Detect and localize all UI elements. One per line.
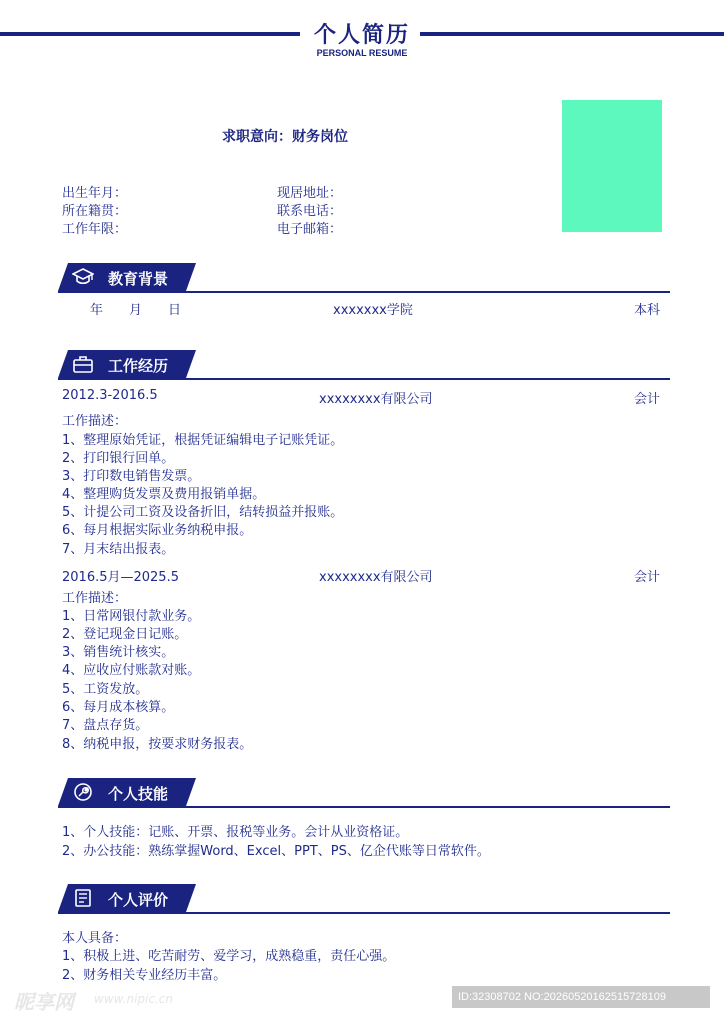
section-divider: [58, 378, 670, 380]
job-company: xxxxxxxx有限公司: [319, 392, 433, 407]
info-phone: 联系电话：: [277, 204, 343, 219]
info-birth: 出生年月：: [62, 186, 128, 201]
job-duty: 3、销售统计核实。: [62, 645, 175, 660]
job-period: 2012.3-2016.5: [62, 388, 158, 403]
skill-item: 1、个人技能：记账、开票、报税等业务。会计从业资格证。: [62, 825, 409, 840]
page-title: 个人简历: [313, 23, 410, 48]
job-duty: 7、月末结出报表。: [62, 542, 175, 557]
briefcase-icon: [72, 355, 94, 373]
job-company: xxxxxxxx有限公司: [319, 570, 433, 585]
watermark-id: ID:32308702 NO:20260520162515728109: [452, 986, 710, 1008]
job-duty: 1、日常网银付款业务。: [62, 609, 201, 624]
wrench-icon: [72, 783, 94, 801]
evaluation-label: 本人具备：: [62, 931, 128, 946]
section-title: 教育背景: [108, 270, 169, 288]
section-skills-header: [58, 778, 670, 808]
job-duty: 2、登记现金日记账。: [62, 627, 188, 642]
education-school: xxxxxxx学院: [333, 303, 413, 318]
education-degree: 本科: [634, 303, 661, 318]
job-period: 2016.5月—2025.5: [62, 570, 179, 585]
job-role: 会计: [634, 570, 661, 585]
document-icon: [72, 889, 94, 907]
section-education-header: [58, 263, 670, 293]
job-duty: 6、每月成本核算。: [62, 700, 175, 715]
section-title: 个人评价: [108, 891, 169, 909]
evaluation-item: 1、积极上进、吃苦耐劳、爱学习，成熟稳重，责任心强。: [62, 949, 396, 964]
watermark-logo: 昵享网: [14, 990, 74, 1014]
graduation-cap-icon: [72, 268, 94, 286]
job-duty: 6、每月根据实际业务纳税申报。: [62, 523, 253, 538]
info-address: 现居地址：: [277, 186, 343, 201]
section-evaluation-header: [58, 884, 670, 914]
section-divider: [58, 912, 670, 914]
skill-item: 2、办公技能：熟练掌握Word、Excel、PPT、PS、亿企代账等日常软件。: [62, 844, 490, 859]
job-duty: 5、计提公司工资及设备折旧，结转损益并报账。: [62, 505, 344, 520]
info-years: 工作年限：: [62, 222, 128, 237]
education-date: 年 月 日: [90, 303, 182, 318]
section-work-header: [58, 350, 670, 380]
section-title: 个人技能: [108, 785, 169, 803]
job-objective: 求职意向：财务岗位: [222, 129, 348, 145]
section-divider: [58, 291, 670, 293]
job-duty: 4、应收应付账款对账。: [62, 663, 201, 678]
info-email: 电子邮箱：: [277, 222, 343, 237]
job-role: 会计: [634, 392, 661, 407]
photo-placeholder: [562, 100, 662, 232]
job-duty: 3、打印数电销售发票。: [62, 469, 201, 484]
evaluation-item: 2、财务相关专业经历丰富。: [62, 968, 227, 983]
job-duty: 4、整理购货发票及费用报销单据。: [62, 487, 266, 502]
job-duty: 5、工资发放。: [62, 682, 149, 697]
info-hometown: 所在籍贯：: [62, 204, 128, 219]
page-subtitle: PERSONAL RESUME: [316, 48, 408, 58]
job-duty: 2、打印银行回单。: [62, 451, 175, 466]
watermark-url: www.nipic.cn: [94, 992, 173, 1006]
job-duty: 7、盘点存货。: [62, 718, 149, 733]
job-duty: 8、纳税申报，按要求财务报表。: [62, 737, 253, 752]
job-duty: 1、整理原始凭证，根据凭证编辑电子记账凭证。: [62, 433, 344, 448]
job-desc-label: 工作描述：: [62, 591, 128, 606]
section-divider: [58, 806, 670, 808]
job-desc-label: 工作描述：: [62, 414, 128, 429]
section-title: 工作经历: [108, 357, 169, 375]
